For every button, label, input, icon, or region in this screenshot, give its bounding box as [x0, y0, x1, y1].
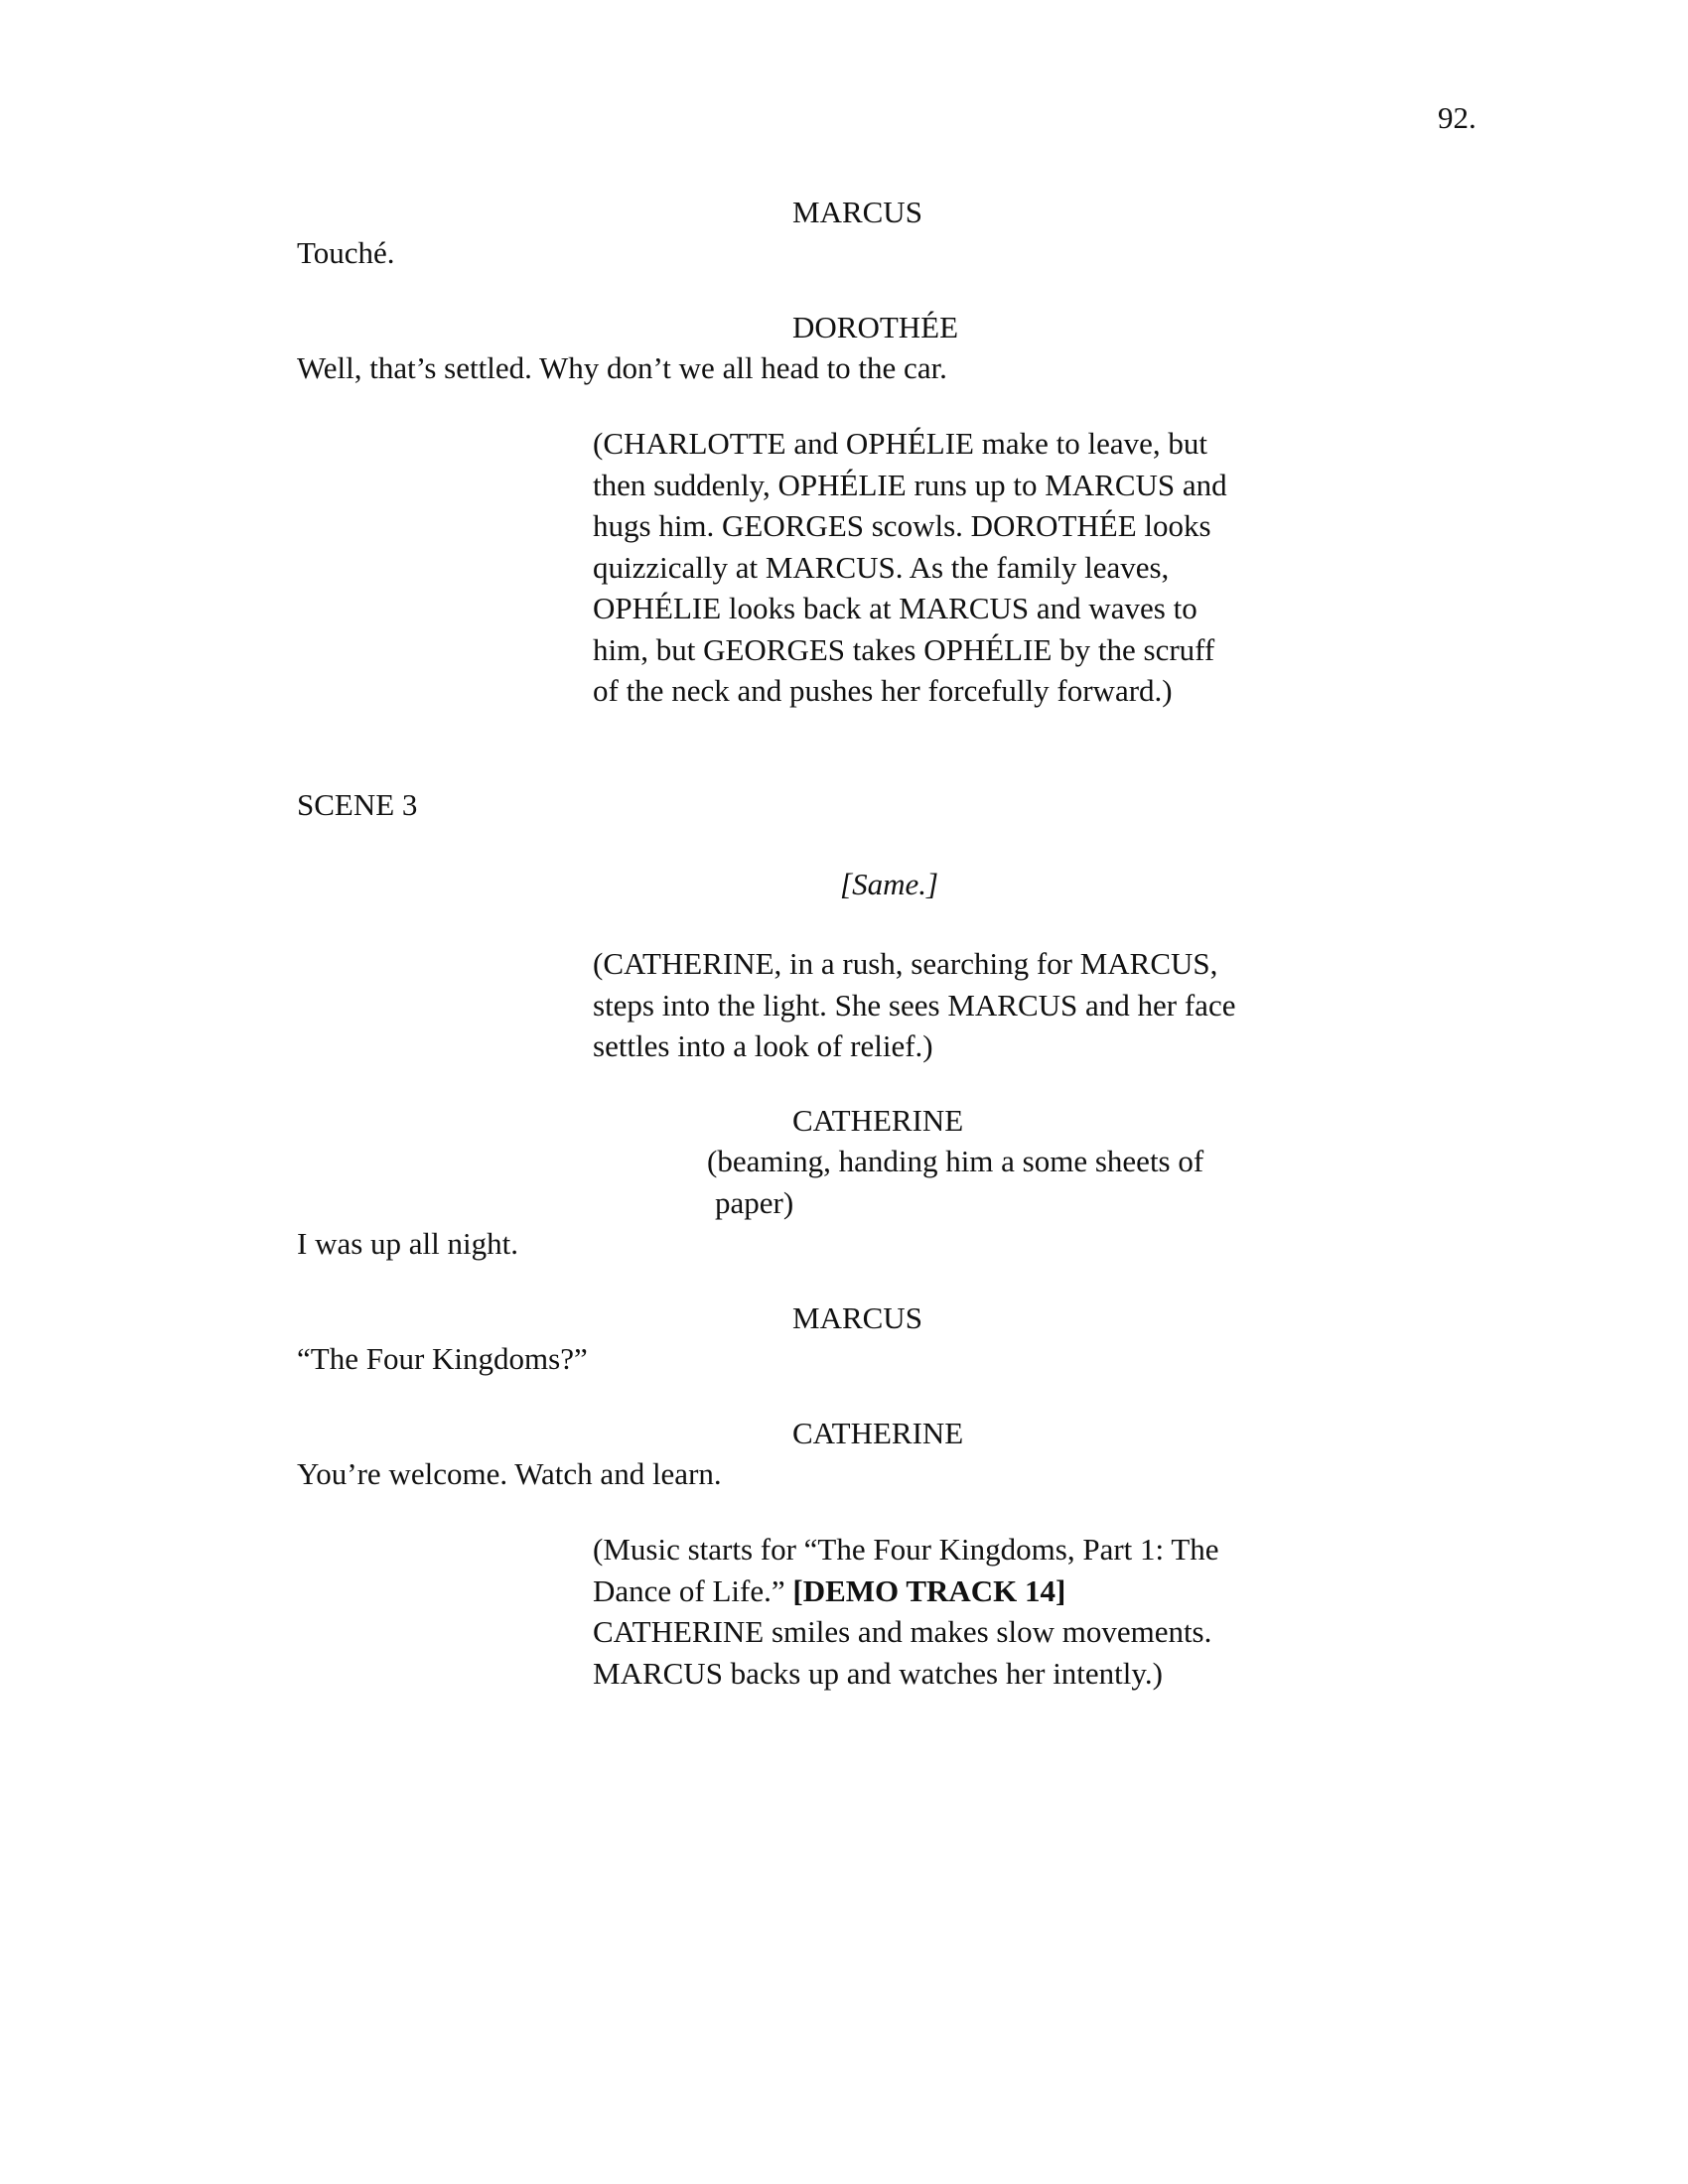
- stage-direction-line: of the neck and pushes her forcefully forward.): [593, 673, 1173, 708]
- stage-direction-text: Dance of Life.”: [593, 1572, 793, 1608]
- stage-direction-line: [593, 1570, 1308, 1612]
- dialogue-line: You’re welcome. Watch and learn.: [297, 1456, 722, 1491]
- stage-direction-line: CATHERINE smiles and makes slow movements.: [593, 1614, 1212, 1649]
- character-name-marcus: MARCUS: [792, 1300, 922, 1335]
- stage-direction-line: MARCUS backs up and watches her intently.): [593, 1655, 1163, 1691]
- character-name-dorothee: DOROTHÉE: [792, 310, 959, 344]
- stage-direction-line: steps into the light. She sees MARCUS and her face: [593, 987, 1236, 1023]
- parenthetical-line: (beaming, handing him a some sheets of: [707, 1144, 1204, 1178]
- scene-heading: SCENE 3: [297, 787, 418, 822]
- dialogue-line: Well, that’s settled. Why don’t we all head to the car.: [297, 350, 947, 385]
- character-name-marcus: MARCUS: [792, 195, 922, 229]
- dialogue-line: Touché.: [297, 235, 395, 270]
- dialogue-line: I was up all night.: [297, 1226, 518, 1261]
- stage-direction-line: (CHARLOTTE and OPHÉLIE make to leave, but: [593, 426, 1207, 461]
- stage-direction-line: quizzically at MARCUS. As the family leaves,: [593, 549, 1170, 585]
- dialogue-line: “The Four Kingdoms?”: [297, 1341, 588, 1376]
- stage-direction-line: (Music starts for “The Four Kingdoms, Part 1: The: [593, 1532, 1219, 1567]
- stage-direction-line: hugs him. GEORGES scowls. DOROTHÉE looks: [593, 508, 1211, 543]
- stage-direction-line: OPHÉLIE looks back at MARCUS and waves to: [593, 591, 1197, 625]
- stage-direction: [593, 943, 1308, 1067]
- stage-direction-line: (CATHERINE, in a rush, searching for MARCUS,: [593, 946, 1218, 981]
- parenthetical: [707, 1141, 1263, 1223]
- stage-direction: [593, 1529, 1308, 1694]
- stage-direction-line: settles into a look of relief.): [593, 1028, 933, 1063]
- stage-direction: [593, 423, 1308, 712]
- page-number: 92.: [1438, 100, 1477, 135]
- demo-track-cue: [DEMO TRACK 14]: [792, 1572, 1066, 1608]
- stage-direction-line: then suddenly, OPHÉLIE runs up to MARCUS and: [593, 467, 1227, 502]
- stage-direction-line: him, but GEORGES takes OPHÉLIE by the scruff: [593, 631, 1215, 667]
- parenthetical-line: paper): [715, 1184, 794, 1220]
- character-name-catherine: CATHERINE: [792, 1416, 964, 1450]
- scene-setting: [Same.]: [840, 867, 939, 901]
- character-name-catherine: CATHERINE: [792, 1103, 964, 1138]
